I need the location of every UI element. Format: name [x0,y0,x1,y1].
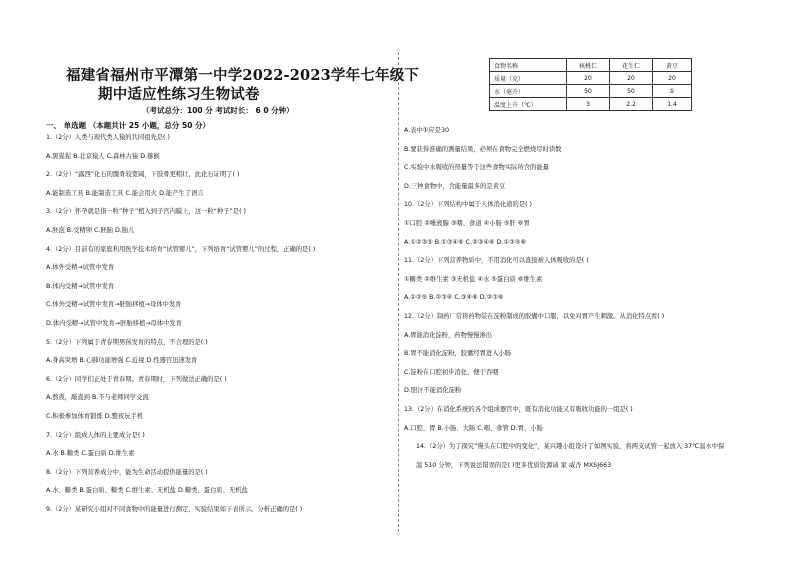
question-line: A.表中①应是30 [404,127,450,134]
question-line: D.体内受精→试管中发育→胚胎移植→母体中发育 [46,320,183,327]
table-row [490,85,692,98]
question-line: 2.（2分）“露西”化石的髋骨较宽阔，下肢骨更粗壮，此化石证明了( ) [46,171,240,179]
table-cell: 水（毫升） [490,85,567,98]
question-line: A.①②⑤ B.②③④ C.③④⑥ D.②③⑥ [404,294,504,302]
table-cell: 50 [567,85,610,98]
column-divider [398,52,399,532]
question-line: 5.（2分）下列属于青春期男孩发育的特点，不合理的是( ) [46,338,208,346]
question-line: A.①②③⑤ B.①③④⑥ C.②③④⑥ D.①③⑤⑥ [404,238,527,246]
question-line: A.能制造工具 B.能制造工具 C.能会用火 D.能产生了语言 [46,189,204,197]
section-heading: 一、 单选题 （本题共计 25 小题，总分 50 分） [46,121,211,130]
question-line: 14.（2分）为了探究“馒头在口腔中的变化”，某兴趣小组设计了如图实验，将两支试管一起放入 37℃温水中保 [416,443,725,451]
exam-info: （考试总分：100 分 考试时长： 6 0 分钟） [142,106,294,115]
question-line: A.身高突增 B.心肺功能增强 C.近视 D.性器官迅速发育 [46,357,198,365]
table-header-cell: 花生仁 [610,59,653,72]
question-line: A.口腔、胃 B.小肠、大肠 C.咽、食管 D.胃、小肠 [404,424,543,432]
question-line: A.胃能消化淀粉，药物慢慢渗出 [404,331,493,339]
table-cell: ① [653,85,692,98]
question-line: D.三种食物中，含能量最多的是黄豆 [404,182,506,190]
question-line: 11.（2分）下列营养物质中，不用消化可以直接被人体吸收的是( ) [404,257,589,265]
document-title-line2: 期中适应性练习生物试卷 [98,86,260,103]
question-line: ①口腔 ②唾液腺 ③咽、食道 ④小肠 ⑤肝 ⑥胃 [404,220,530,227]
table-header-cell: 食物名称 [490,59,567,72]
question-line: 4.（2分）目前有的家庭利用医学技术培育“试管婴儿”，下列培育“试管婴儿”的过程，正确的是( ) [46,245,316,253]
question-line: A.熬夜，敲直到 B.不与老师同学交流 [46,394,149,402]
table-row [490,72,692,85]
question-line: B.胃不能消化淀粉，胶囊经胃进入小肠 [404,350,512,358]
question-line: C.积极参加体育锻炼 D.整夜玩手机 [46,413,144,420]
table-header-cell: 核桃仁 [567,59,610,72]
question-line: 温 510 分钟，下列说法错误的是( )更多优质资源请 家 威杏 MXSJ663 [416,461,612,469]
question-line: ①糖类 ②维生素 ③无机盐 ④水 ⑤蛋白质 ⑥维生素 [404,275,543,283]
question-line: A.水 B.糖类 C.蛋白质 D.维生素 [46,450,135,458]
question-line: 9.（2分）某研究小组对不同食物中的能量进行测定，实验结果如下表所示。分析正确的是( ) [46,506,303,513]
question-line: 10.（2分）下列结构中属于人体消化道的是( ) [404,201,532,209]
question-line: 6.（2分）同学们正处于青春期。青春期时，下列做法正确的是( ) [46,375,227,383]
table-cell: 1.4 [653,98,692,111]
question-line: A.体外受精→试管中发育 [46,264,115,272]
question-line: A.胚泡 B.受精卵 C.胚胎 D.胎儿 [46,227,135,234]
question-line: A.黑猩猩 B.北京猿人 C.森林古猿 D.猕猴 [46,152,160,160]
document-title-line1: 福建省福州市平潭第一中学2022-2023学年七年级下 [66,67,420,84]
question-line: B.要获得准确的测量结果，必须在食物完全燃烧尽时读数 [404,145,562,153]
table-cell: 温度上升（℃） [490,98,567,111]
question-line: 8.（2分）下列营养成分中，能为生命活动提供能量的是( ) [46,468,208,476]
table-cell: 50 [610,85,653,98]
table-cell: 20 [567,72,610,85]
food-energy-table [489,58,692,111]
table-cell: 质量（克） [490,72,567,85]
table-cell: 3 [567,98,610,111]
question-line: 1.（2分）人类与现代类人猿的共同祖先是( ) [46,134,170,141]
table-cell: 20 [610,72,653,85]
table-row [490,98,692,111]
question-line: 7.（2分）组成人体的主要成分是( ) [46,431,145,439]
question-line: B.体内受精→试管中发育 [46,282,115,290]
table-header-row [490,59,692,72]
table-cell: 2.2 [610,98,653,111]
table-cell: 20 [653,72,692,85]
question-line: A.水、糖类 B.蛋白质、糖类 C.维生素、无机盐 D.糖类、蛋白质、无机盐 [46,487,248,495]
question-line: 13.（2分）在消化系统的各个组成器官中，既有消化功能又有吸收功能的一组是( ) [404,406,633,413]
table-header-cell: 黄豆 [653,59,692,72]
question-line: C.实验中水吸收的热量等于这些食物实际所含的能量 [404,164,549,172]
question-line: 12.（2分）制药厂常将药物装在淀粉制成的胶囊中口服，以免对胃产生刺激。从消化特点看( ) [404,313,665,320]
question-line: C.淀粉在口腔初步消化，便于吞咽 [404,368,499,376]
question-line: C.体外受精→试管中发育→胚胎移植→母体中发育 [46,301,182,309]
question-line: D.胆汁不能消化淀粉 [404,387,462,395]
question-line: 3.（2分）怀孕就是指一粒“种子”植入到子宫内膜上，这一粒“种子”是( ) [46,208,246,216]
